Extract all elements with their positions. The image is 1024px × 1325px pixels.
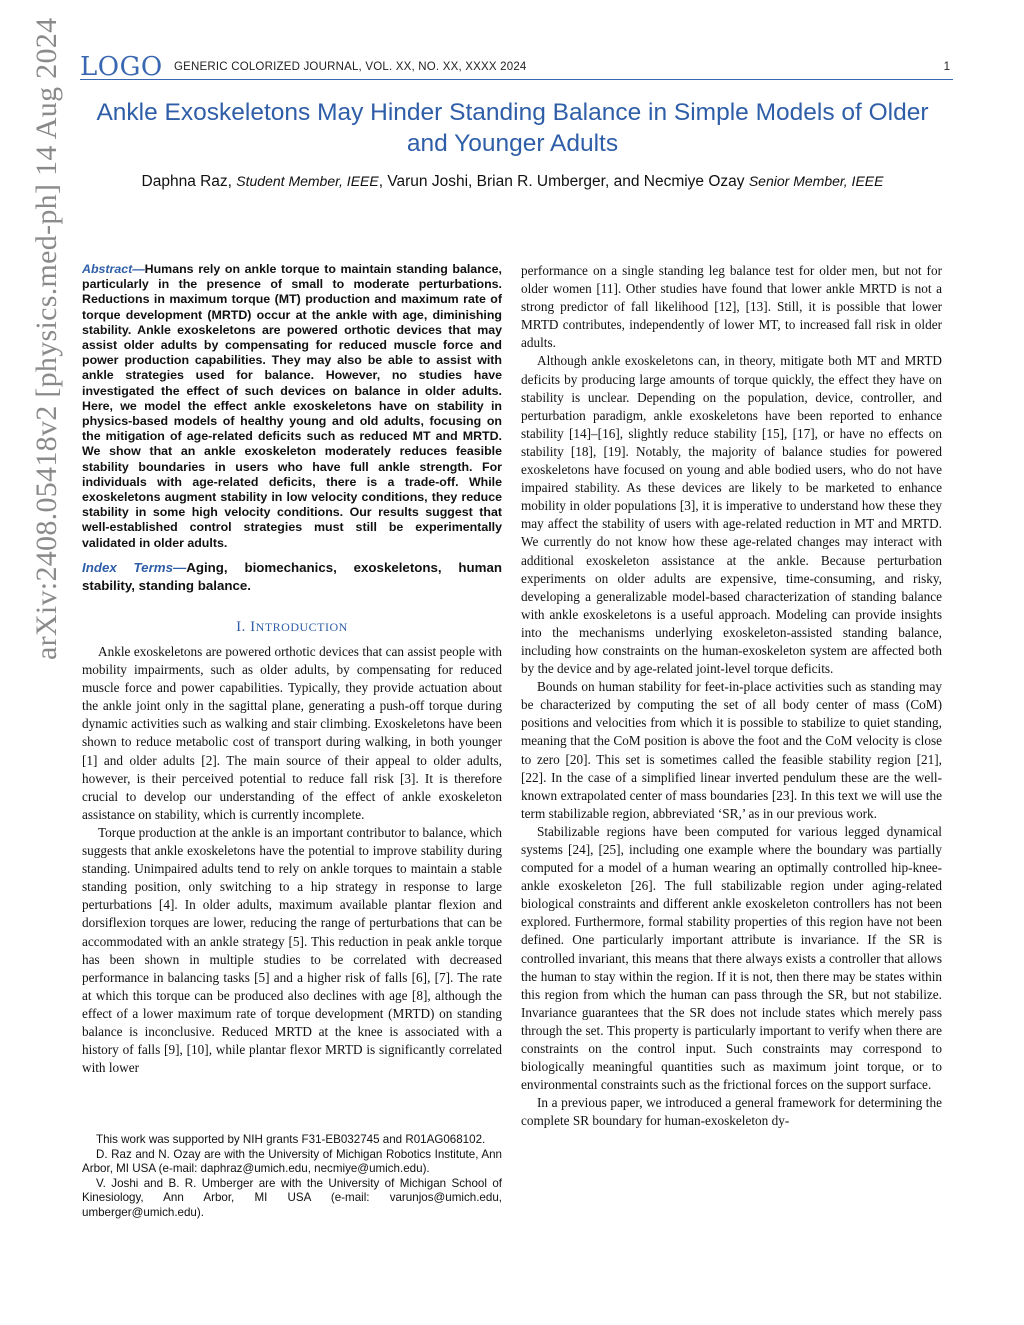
right-column-text	[521, 262, 942, 1131]
author-names: , Varun Joshi, Brian R. Umberger, and Necmiye Ozay	[378, 173, 749, 190]
index-terms	[82, 559, 502, 595]
section-rest: NTRODUCTION	[255, 620, 348, 634]
footnotes	[82, 1133, 502, 1221]
paragraph: Although ankle exoskeletons can, in theory, mitigate both MT and MRTD deficits by producing large amounts of torque quickly, the effect they have on stability is unclear. Depending on the population, device, controller, and perturbation paradigm, ankle exoskeletons have been reported to enhance stability [14]–[16], slightly reduce stability [15], [17], or have no effects on stability [18], [19]. Notably, the majority of balance studies for powered exoskeletons have focused on young and able bodied users, who do not have impaired stability. As these devices are likely to be marketed to enhance mobility in older populations [3], it is imperative to understand how these they may affect the stability of users with age-related reduction in MT and MRTD. We currently do not know how these age-related changes may interact with additional exoskeleton assistance at the ankle. Because perturbation experiments on older adults are expensive, time-consuming, and risky, developing a generalizable model-based characterization of standing balance with ankle exoskeletons is a useful approach. Modeling can provide insights into the mechanisms underlying exoskeleton-assisted standing balance, including how constraints on the human-exoskeleton system are affected both by the device and by age-related joint-level torque deficits.	[521, 353, 942, 677]
abstract	[82, 262, 502, 551]
footnote: D. Raz and N. Ozay are with the University of Michigan Robotics Institute, Ann Arbor, MI USA (e-mail: daphraz@umich.edu, necmiye@umich.edu).	[82, 1147, 502, 1176]
footnote: This work was supported by NIH grants F31-EB032745 and R01AG068102.	[96, 1133, 486, 1146]
author-list	[80, 171, 945, 192]
footnote: V. Joshi and B. R. Umberger are with the University of Michigan School of Kinesiology, Ann Arbor, MI USA (e-mail: varunjos@umich.edu, umberger@umich.edu).	[82, 1176, 502, 1219]
paper-title: Ankle Exoskeletons May Hinder Standing Balance in Simple Models of Older and Younger Adults	[96, 99, 929, 157]
paragraph: Torque production at the ankle is an important contributor to balance, which suggests that ankle exoskeletons have the potential to improve stability during standing. Unimpaired adults tend to rely on ankle torques to maintain a stable standing position, only switching to a hip strategy in response to large perturbations [4]. In older adults, maximum available plantar flexion and dorsiflexion torques are lower, reducing the range of perturbations that can be accommodated with an ankle strategy [5]. This reduction in peak ankle torque has been shown in multiple studies to be correlated with decreased performance in balancing tasks [5] and a higher risk of falls [6], [7]. The rate at which this torque can be produced also declines with age [8], although the effect of a lower maximum rate of torque development (MRTD) on standing balance is inconclusive. Reduced MRTD at the knee is associated with a history of falls [9], [10], while plantar flexor MRTD is significantly correlated with lower	[82, 824, 502, 1076]
paragraph: In a previous paper, we introduced a general framework for determining the complete SR boundary for human-exoskeleton dy-	[521, 1095, 942, 1129]
section-first-letter: I	[250, 619, 256, 635]
page-number: 1	[943, 61, 950, 73]
abstract-text: Humans rely on ankle torque to maintain standing balance, particularly in the presence of small to moderate perturbations. Reductions in maximum torque (MT) production and maximum rate of torque development (MRTD) occur at the ankle with age, diminishing stability. Ankle exoskeletons are powered orthotic devices that may assist older adults by compensating for reduced muscle force and power production capabilities. They may also be able to assist with ankle strategies used for balance. However, no studies have investigated the effect of such devices on balance in older adults. Here, we model the effect ankle exoskeletons have on stability in physics-based models of healthy young and old adults, focusing on the mitigation of age-related deficits such as reduced MT and MRTD. We show that an ankle exoskeleton moderately reduces feasible stability boundaries in users who have full ankle strength. For individuals with age-related deficits, there is a trade-off. While exoskeletons augment stability in low velocity conditions, they reduce stability in some high velocity conditions. Our results suggest that well-established control strategies must still be experimentally validated in older adults.	[82, 262, 502, 550]
abstract-label: Abstract—	[82, 262, 145, 276]
index-terms-text: Aging, biomechanics, exoskeletons, human stability, standing balance.	[82, 560, 502, 593]
paragraph: Bounds on human stability for feet-in-place activities such as standing may be characterized by computing the set of all body center of mass (CoM) positions and velocities from which it is possible to stabilize to quiet standing, meaning that the CoM position is above the foot and the CoM velocity is close to zero [20]. This set is sometimes called the feasible stability region [21], [22]. In the case of a simplified linear inverted pendulum these are the well-known extrapolated center of mass boundaries [23]. In this text we will use the term stabilizable region, abbreviated ‘SR,’ as in our previous work.	[521, 679, 942, 821]
author-membership: Student Member, IEEE	[236, 173, 379, 189]
journal-header: GENERIC COLORIZED JOURNAL, VOL. XX, NO. XX, XXXX 2024	[174, 61, 527, 73]
paragraph: Stabilizable regions have been computed for various legged dynamical systems [24], [25], including one example where the boundary was partially computed for a model of a human wearing an optimally controlled hip-knee-ankle exoskeleton [26]. The full stabilizable region under aging-related biological constraints and different ankle exoskeleton controllers has not been explored. Furthermore, formal stability properties of this region have not been defined. One particularly important attribute is invariance. If the SR is controlled invariant, this means that there always exists a controller that allows the human to stay within the region. If it is not, then there may be states within this region from which the human can pass through the SR, but not stabilize. Invariance guarantees that the SR does not include states which merely pass through the set. This property is particularly important to verify when there are constraints on the control input. Such constraints may correspond to biologically meaningful quantities such as maximum joint torque, or to environmental constraints such as the frictional forces on the support surface.	[521, 823, 942, 1093]
index-terms-label: Index Terms—	[82, 560, 187, 575]
arxiv-side-label: arXiv:2408.05418v2 [physics.med-ph] 14 Aug 2024	[30, 17, 63, 660]
paragraph: Ankle exoskeletons are powered orthotic devices that can assist people with mobility impairments, such as older adults, by compensating for reduced muscle force and power capabilities. Typically, they provide actuation about the ankle joint only in the sagittal plane, generating a push-off torque during dynamic activities such as walking and stair climbing. Exoskeletons have been shown to reduce metabolic cost of transport during walking, in both younger [1] and older adults [2]. The main source of their appeal to older adults, however, is their perceived potential to reduce fall risk [3]. It is therefore crucial to develop our understanding of the effect of ankle exoskeleton assistance on stability, which is currently incomplete.	[82, 644, 502, 822]
intro-text	[82, 643, 502, 1077]
section-heading	[82, 619, 502, 636]
paragraph: performance on a single standing leg balance test for older men, but not for older women [11]. Other studies have found that lower ankle MRTD is not a strong predictor of fall likelihood [12], [13]. Still, it is possible that lower MRTD contributes, independently of lower MT, to increased fall risk in older adults.	[521, 263, 942, 351]
header-rule	[80, 79, 953, 80]
author-name: Daphna Raz,	[141, 173, 237, 190]
section-numeral: I.	[236, 619, 251, 635]
journal-logo: LOGO	[80, 52, 163, 82]
author-membership-last: Senior Member, IEEE	[748, 173, 884, 189]
